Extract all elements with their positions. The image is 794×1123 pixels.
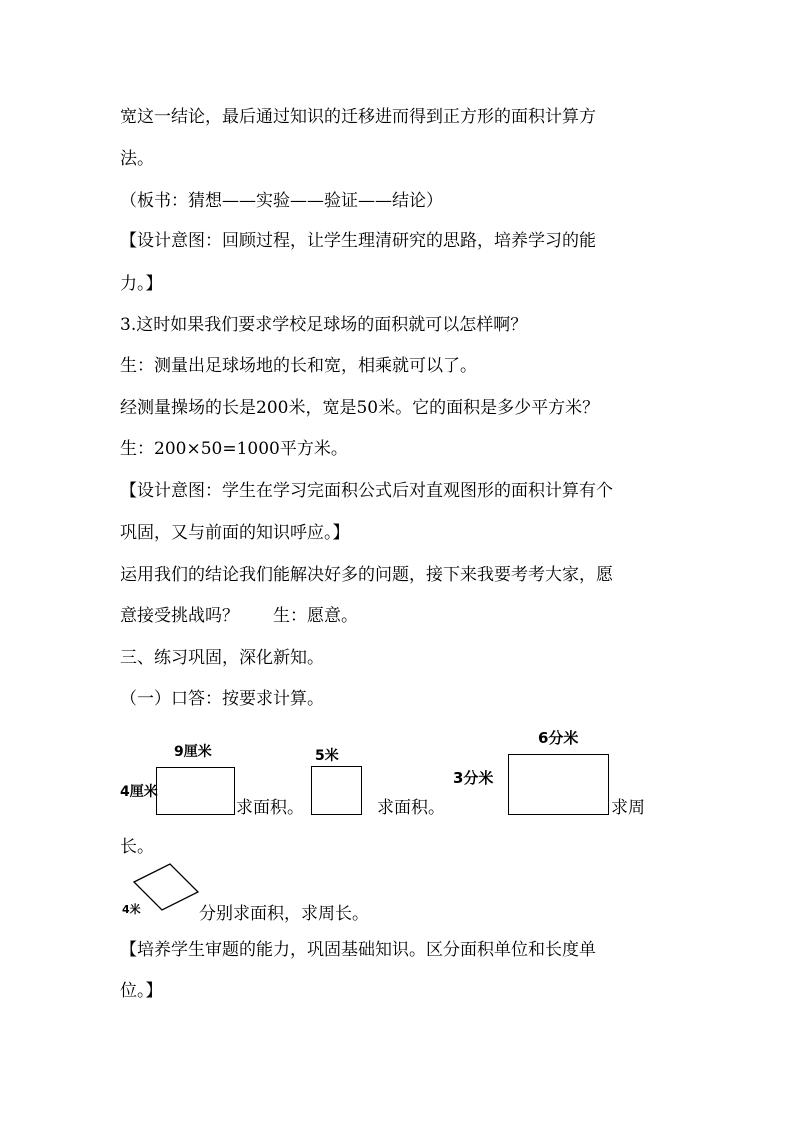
text-line: （一）口答：按要求计算。 bbox=[120, 689, 324, 709]
rect1-shape bbox=[156, 767, 235, 815]
text-line: 法。 bbox=[120, 149, 154, 169]
text-line: 生：测量出足球场地的长和宽，相乘就可以了。 bbox=[120, 356, 477, 376]
rect2-caption: 求周 bbox=[611, 798, 645, 818]
text-line: 生：200×50=1000平方米。 bbox=[120, 439, 348, 459]
text-line: 【设计意图：学生在学习完面积公式后对直观图形的面积计算有个 bbox=[120, 481, 613, 501]
rect1-caption: 求面积。 bbox=[236, 798, 304, 818]
rect2-height-label: 3分米 bbox=[453, 769, 494, 787]
square-caption: 求面积。 bbox=[377, 798, 445, 818]
rect2-shape bbox=[508, 754, 609, 815]
rect1-height-label: 4厘米 bbox=[120, 784, 158, 800]
text-line: 经测量操场的长是200米，宽是50米。它的面积是多少平方米？ bbox=[120, 398, 600, 418]
text-line: 运用我们的结论我们能解决好多的问题，接下来我要考考大家，愿 bbox=[120, 565, 613, 585]
text-line: 力。】 bbox=[120, 274, 163, 294]
text-line: 意接受挑战吗？ 生：愿意。 bbox=[120, 606, 358, 626]
text-line: 巩固，又与前面的知识呼应。】 bbox=[120, 523, 350, 543]
rect2-width-label: 6分米 bbox=[538, 729, 579, 747]
text-line: 【设计意图：回顾过程，让学生理清研究的思路，培养学习的能 bbox=[120, 231, 596, 251]
text-line: （板书：猜想——实验——验证——结论） bbox=[120, 191, 443, 211]
rect1-width-label: 9厘米 bbox=[174, 744, 212, 760]
rect2-caption-continued: 长。 bbox=[120, 837, 154, 857]
text-line: 宽这一结论，最后通过知识的迁移进而得到正方形的面积计算方 bbox=[120, 107, 596, 127]
text-line: 位。】 bbox=[120, 981, 163, 1001]
parallelogram-side-label: 4米 bbox=[122, 903, 141, 916]
square-shape bbox=[311, 766, 362, 815]
text-line: 3.这时如果我们要求学校足球场的面积就可以怎样啊？ bbox=[120, 315, 528, 335]
parallelogram-caption: 分别求面积，求周长。 bbox=[199, 904, 369, 924]
text-line: 【培养学生审题的能力，巩固基础知识。区分面积单位和长度单 bbox=[120, 940, 596, 960]
square-side-label: 5米 bbox=[315, 748, 339, 764]
text-line: 三、练习巩固，深化新知。 bbox=[120, 648, 324, 668]
